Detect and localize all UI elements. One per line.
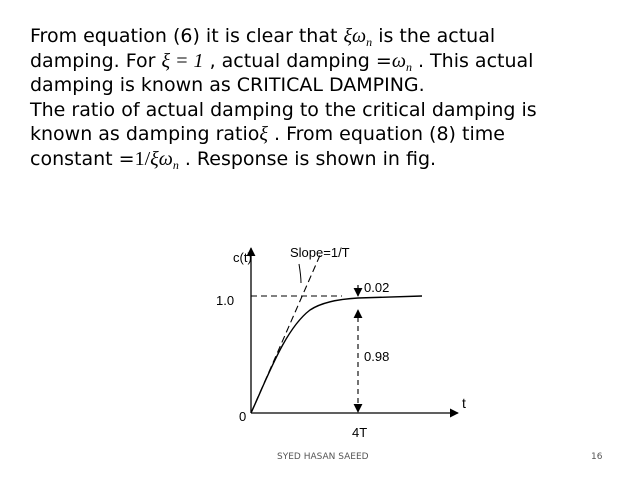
slide-footer [0, 452, 638, 466]
text-run: is the actual [372, 25, 496, 47]
math-xi-equals-1: ξ = 1 [161, 49, 204, 72]
text-run: . From equation (8) time [267, 123, 505, 145]
text-run: From equation (6) it is clear that [30, 25, 344, 47]
math-symbol: ξω [150, 147, 173, 170]
text-run: . Response is shown in fig. [178, 147, 437, 170]
label-4t: 4T [352, 425, 368, 440]
text-run: , actual damping = [203, 49, 392, 72]
origin-label: 0 [239, 409, 247, 424]
slope-label: Slope=1/T [290, 245, 350, 260]
math-subscript: n [405, 59, 412, 74]
math-subscript: n [172, 157, 179, 172]
response-curve [251, 296, 422, 413]
footer-author: SYED HASAN SAEED [277, 452, 369, 462]
text-line-3: damping is known as CRITICAL DAMPING. [30, 74, 425, 96]
label-0-02: 0.02 [364, 280, 390, 295]
math-subscript: n [366, 35, 373, 49]
math-symbol: ω [391, 49, 406, 72]
math-xi: ξ [259, 123, 268, 145]
label-0-98: 0.98 [364, 349, 390, 364]
text-run: known as damping ratio [30, 123, 260, 145]
y-axis-label: c(t) [233, 250, 252, 265]
math-one-over: 1/ [134, 147, 151, 170]
slope-callout-leader [299, 264, 301, 283]
text-line-4: The ratio of actual damping to the critical damping is [30, 98, 537, 121]
page-number: 16 [591, 452, 603, 462]
text-run: constant = [30, 147, 135, 170]
text-run: . This actual [411, 49, 534, 72]
text-run: damping. For [30, 49, 162, 72]
tick-label-1-0: 1.0 [216, 293, 235, 308]
x-axis-label: t [462, 395, 466, 411]
math-symbol: ξω [343, 25, 367, 47]
